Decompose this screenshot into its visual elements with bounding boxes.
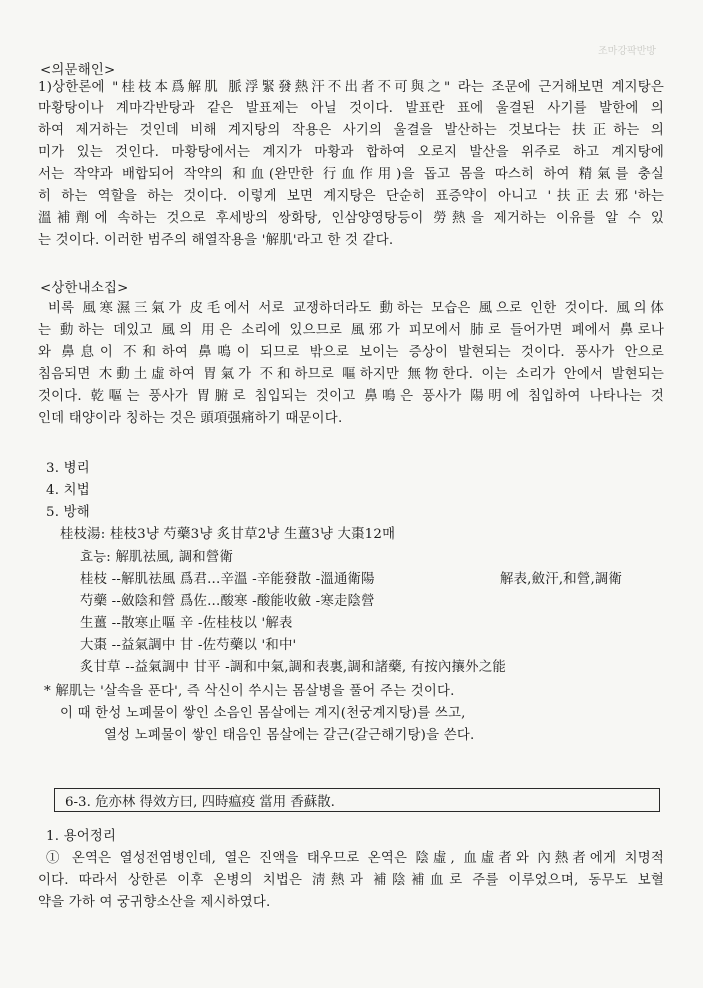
- section-heading-terms: 1. 용어정리: [46, 829, 117, 844]
- paragraph-line: 미가 있는 것인다. 마황탕에서는 계지가 마황과 합하여 오로지 발산을 위주로 하고 계지탕에: [38, 145, 664, 160]
- outline-item: 4. 치법: [46, 483, 90, 498]
- paragraph-line: 인데 태양이라 칭하는 것은 頭項强痛하기 때문이다.: [38, 411, 343, 426]
- paragraph-line: 이다. 따라서 상한론 이후 온병의 치법은 淸熱과 補陰補血로 주를 이루었으며, 동무도 보혈: [38, 873, 664, 888]
- herb-line: 生薑 --散寒止嘔 辛 -佐桂枝以 '解表: [80, 616, 293, 631]
- herb-line: 大棗 --益氣調中 甘 -佐芍藥以 '和中': [80, 638, 297, 653]
- paragraph-line: ① 온역은 열성전염병인데, 열은 진액을 태우므로 온역은 陰虛, 血虛者와 內熱者에게 치명적: [46, 851, 664, 866]
- herb-line: 芍藥 --斂陰和營 爲佐...酸寒 -酸能收斂 -寒走陰營: [80, 594, 375, 609]
- paragraph-line: 히 하는 역할을 하는 것이다. 이렇게 보면 계지탕은 단순히 표증약이 아니고 '扶正去邪'하는: [38, 189, 664, 204]
- faint-header-text: 조마강팍반방: [598, 46, 656, 57]
- paragraph-line: 와 鼻息이 不和하여 鼻鳴이 되므로 밖으로 보이는 증상이 발현되는 것이다. 풍사가 안으로: [38, 345, 664, 360]
- paragraph-line: 溫補劑에 속하는 것으로 후세방의 쌍화탕, 인삼양영탕등이 勞熱을 제거하는 이유를 알 수 있: [38, 211, 664, 226]
- paragraph-line: 약을 가하 여 궁귀향소산을 제시하였다.: [38, 895, 271, 910]
- outline-item: 5. 방해: [46, 505, 90, 520]
- section-title-commentary: <상한내소집>: [40, 281, 129, 296]
- boxed-heading: [54, 788, 660, 812]
- paragraph-line: 는 動하는 데있고 風의 用은 소리에 있으므로 風邪가 피모에서 肺로 들어가면 폐에서 鼻로나: [38, 323, 664, 338]
- paragraph-line: 침음되면 木動土虛하여 胃氣가 不和하므로 嘔하지만 無物한다. 이는 소리가 안에서 발현되는: [38, 367, 664, 382]
- herb-line: 炙甘草 --益氣調中 甘平 -調和中氣,調和表裏,調和諸藥, 有按內攘外之能: [80, 660, 506, 675]
- efficacy-line: 효능: 解肌祛風, 調和營衛: [80, 550, 234, 565]
- herb-note: 解表,斂汗,和營,調衛: [500, 572, 623, 587]
- paragraph-line: 는 것이다. 이러한 범주의 해열작용을 '解肌'라고 한 것 같다.: [38, 233, 394, 248]
- boxed-heading-text: 6-3. 危亦林 得效方曰, 四時瘟疫 當用 香蘇散.: [65, 795, 335, 810]
- footnote-line: * 解肌는 '살속을 푼다', 즉 삭신이 쑤시는 몸살병을 풀어 주는 것이다.: [44, 684, 455, 699]
- paragraph-line: 서는 작약과 배합되어 작약의 和血(완만한 行血作用)을 돕고 몸을 따스히 하여 精氣를 충실: [38, 167, 664, 182]
- footnote-line: 열성 노폐물이 쌓인 태음인 몸살에는 갈근(갈근해기탕)을 쓴다.: [104, 728, 475, 743]
- paragraph-line: 하여 제거하는 것인데 비해 계지탕의 작용은 사기의 울결을 발산하는 것보다는 扶正하는 의: [38, 123, 664, 138]
- herb-line: 桂枝 --解肌祛風 爲君...辛溫 -辛能發散 -溫通衛陽: [80, 572, 375, 587]
- formula-line: 桂枝湯: 桂枝3냥 芍藥3냥 炙甘草2냥 生薑3냥 大棗12매: [60, 527, 396, 542]
- paragraph-line: 1)상한론에 "桂枝本爲解肌 脈浮緊發熱汗不出者不可與之" 라는 조문에 근거해보면 계지탕은: [38, 80, 664, 95]
- footnote-line: 이 때 한성 노폐물이 쌓인 소음인 몸살에는 계지(천궁계지탕)를 쓰고,: [60, 706, 466, 721]
- section-title-doubt: <의문해인>: [40, 63, 116, 78]
- paragraph-line: 비록 風寒濕三氣가 皮毛에서 서로 교쟁하더라도 動하는 모습은 風으로 인한 것이다. 風의体: [48, 301, 664, 316]
- paragraph-line: 마황탕이나 계마각반탕과 같은 발표제는 아닐 것이다. 발표란 표에 울결된 사기를 발한에 의: [38, 101, 664, 116]
- paragraph-line: 것이다. 乾嘔는 풍사가 胃腑로 침입되는 것이고 鼻鳴은 풍사가 陽明에 침입하여 나타나는 것: [38, 389, 664, 404]
- outline-item: 3. 병리: [46, 461, 90, 476]
